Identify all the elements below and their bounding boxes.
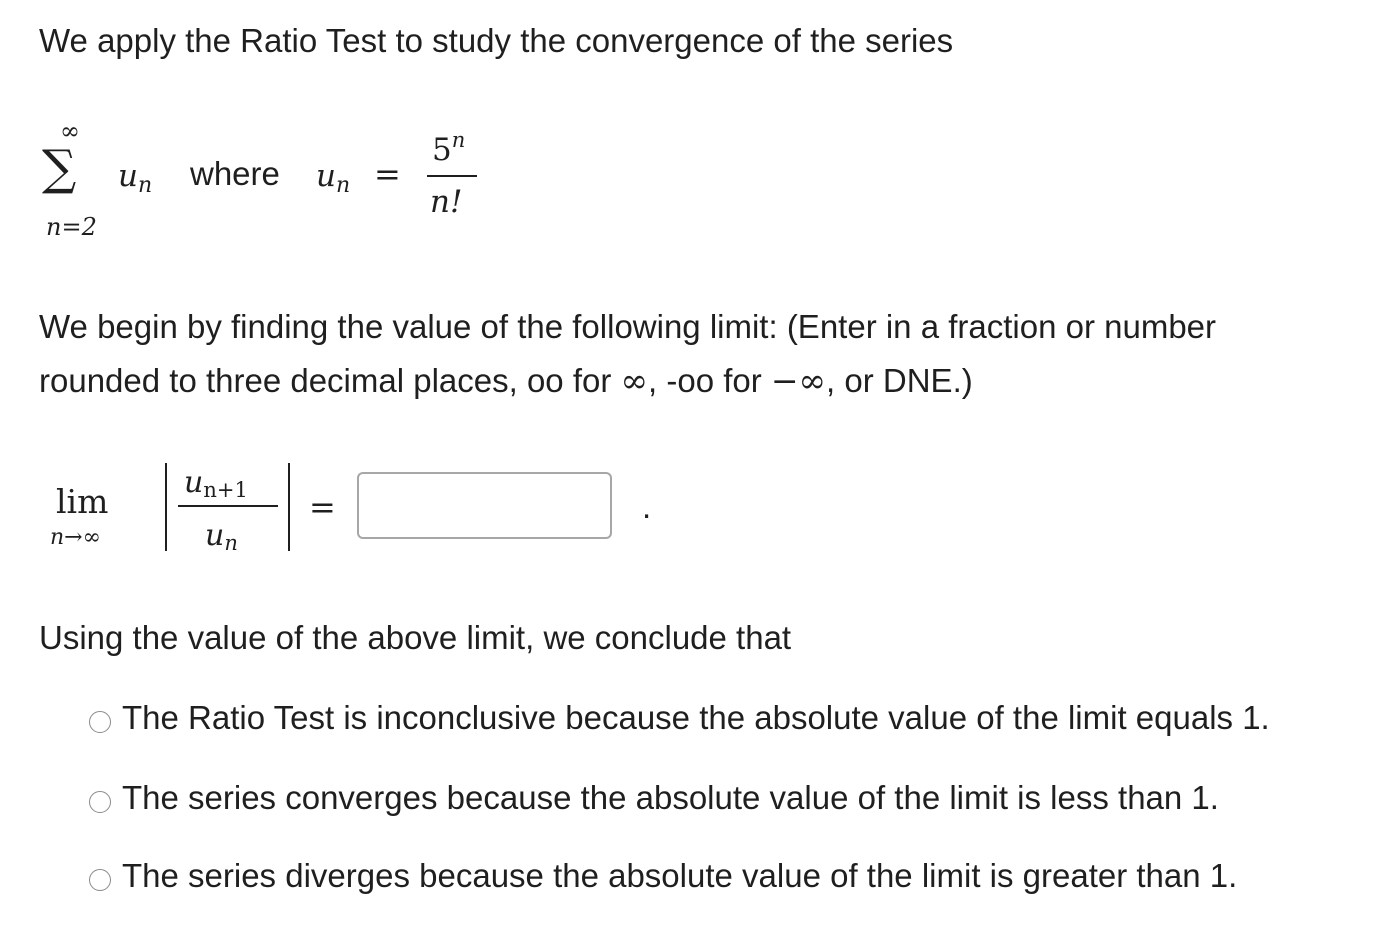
negative-infinity-symbol: −∞ [770, 361, 827, 400]
abs-bar-right [288, 463, 290, 551]
series-fraction-bar [427, 175, 477, 177]
sum-upper-limit: ∞ [60, 117, 80, 145]
limit-period: . [642, 488, 652, 525]
series-equals: = [374, 155, 401, 193]
option-label-diverges[interactable]: The series diverges because the absolute value of the limit is greater than 1. [122, 857, 1238, 894]
series-numerator: 5$^n$ [432, 128, 466, 168]
conclusion-prompt: Using the value of the above limit, we conclude that [39, 619, 792, 656]
abs-bar-left [165, 463, 167, 551]
sum-lower-limit: n=2 [46, 213, 97, 241]
series-denominator: n! [430, 184, 463, 220]
series-term: $u_n$ [118, 158, 153, 198]
intro-text: We apply the Ratio Test to study the convergence of the series [39, 22, 954, 59]
limit-equals: = [309, 488, 336, 526]
series-expression [0, 110, 600, 250]
limit-denominator: $u_n$ [205, 518, 238, 555]
radio-option-inconclusive[interactable] [89, 711, 111, 733]
lim-subscript: n→∞ [50, 525, 101, 550]
where-label: where [190, 155, 280, 192]
radio-option-diverges[interactable] [89, 869, 111, 891]
limit-numerator: $u_{n+1}$ [184, 465, 248, 502]
radio-option-converges[interactable] [89, 791, 111, 813]
series-lhs: $u_n$ [316, 158, 351, 198]
limit-fraction-bar [178, 505, 278, 507]
instruction-line-1: We begin by finding the value of the following limit: (Enter in a fraction or number [39, 308, 1217, 345]
limit-answer-input[interactable] [357, 472, 612, 539]
instruction-line-2: rounded to three decimal places, oo for ∞, -oo for −∞, or DNE.) [39, 361, 973, 400]
option-label-converges[interactable]: The series converges because the absolute value of the limit is less than 1. [122, 779, 1219, 816]
sum-symbol: ∑ [42, 140, 77, 196]
option-label-inconclusive[interactable]: The Ratio Test is inconclusive because the absolute value of the limit equals 1. [122, 699, 1270, 736]
lim-label: lim [56, 482, 109, 521]
infinity-symbol: ∞ [620, 361, 649, 400]
